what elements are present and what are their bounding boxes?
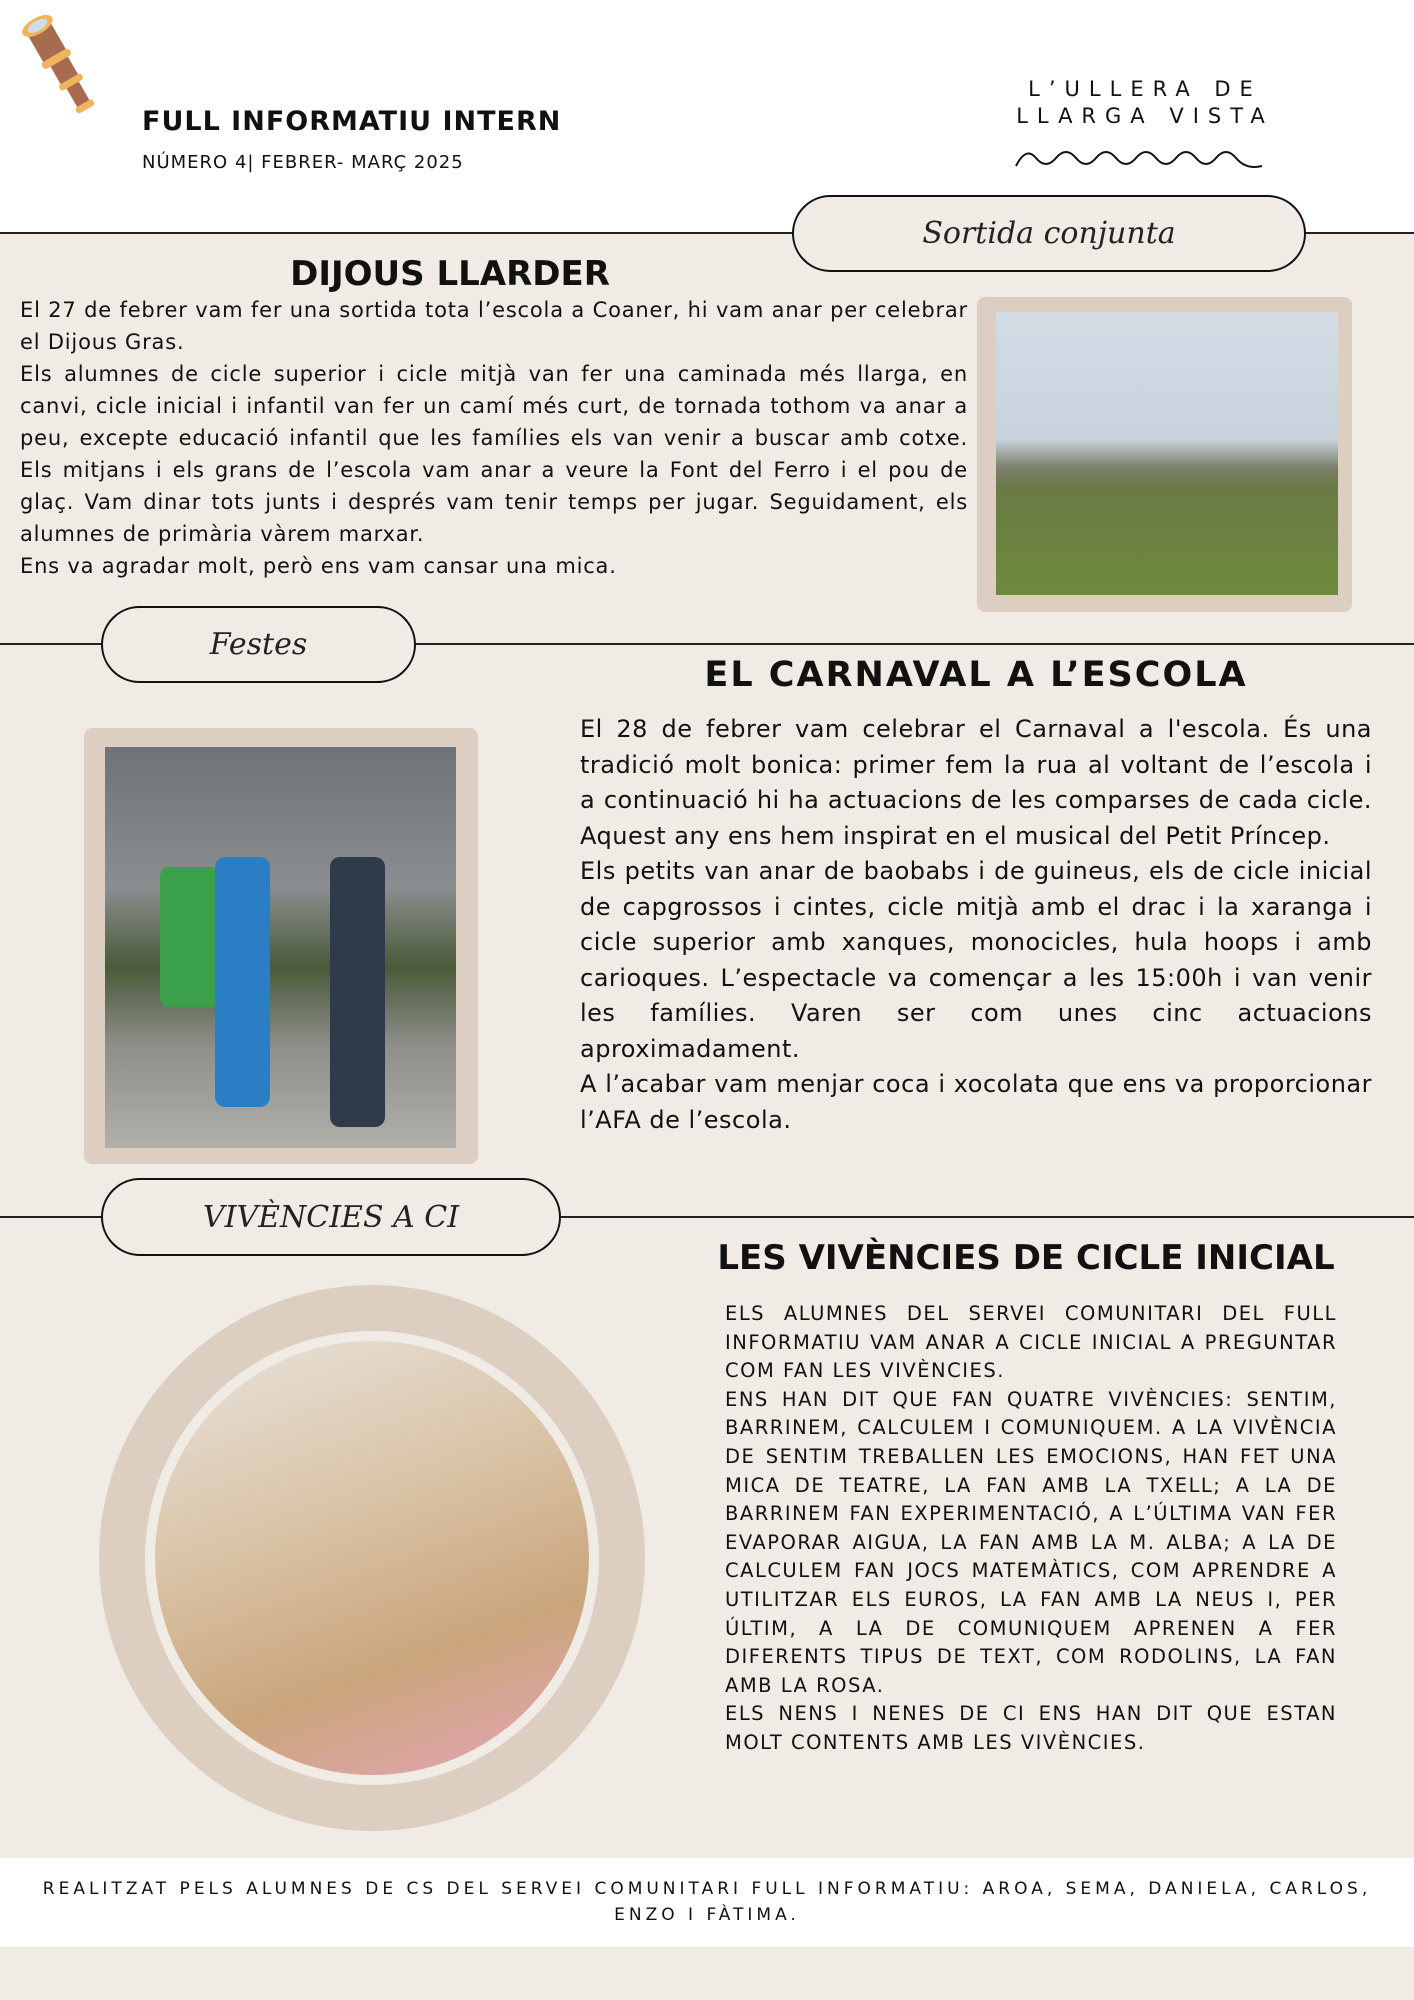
wave-decoration bbox=[1014, 146, 1264, 170]
footer-line-1: REALITZAT PELS ALUMNES DE CS DEL SERVEI COMUNITARI FULL INFORMATIU: AROA, SEMA, DANIELA, CARLOS, bbox=[42, 1879, 1372, 1899]
photo-coaner-field bbox=[996, 312, 1338, 595]
brand-line-1: L’ULLERA DE bbox=[1028, 77, 1262, 101]
brand-line-2: LLARGA VISTA bbox=[1016, 104, 1274, 128]
photo-classroom bbox=[155, 1341, 589, 1775]
footer-line-2: ENZO I FÀTIMA. bbox=[614, 1905, 800, 1925]
issue-number: NÚMERO 4| FEBRER- MARÇ 2025 bbox=[142, 152, 464, 173]
paragraph: ELS NENS I NENES DE CI ENS HAN DIT QUE ESTAN MOLT CONTENTS AMB LES VIVÈNCIES. bbox=[725, 1702, 1337, 1754]
paragraph: Ens va agradar molt, però ens vam cansar una mica. bbox=[20, 554, 617, 578]
brand-name bbox=[960, 76, 1330, 130]
paragraph: ELS ALUMNES DEL SERVEI COMUNITARI DEL FULL INFORMATIU VAM ANAR A CICLE INICIAL A PREGUNTAR COM FAN LES VIVÈNCIES. bbox=[725, 1302, 1337, 1383]
paragraph: Els petits van anar de baobabs i de guineus, els de cicle inicial de capgrossos i cintes, cicle mitjà amb el drac i la xaranga i cicle superior amb xanques, monocicles, hula hoops i amb carioques. L’espectacle va començar a les 15:00h i van venir les famílies. Varen ser com unes cinc actuacions aproximadament. bbox=[580, 857, 1372, 1063]
article-vivencies bbox=[725, 1300, 1337, 1758]
paragraph: A l’acabar vam menjar coca i xocolata que ens va proporcionar l’AFA de l’escola. bbox=[580, 1070, 1372, 1134]
footer-credits bbox=[0, 1876, 1414, 1928]
spyglass-icon bbox=[4, 6, 126, 126]
section-tag-vivencies: VIVÈNCIES A CI bbox=[101, 1178, 561, 1256]
photo-carnaval bbox=[105, 747, 456, 1148]
section-title-vivencies: LES VIVÈNCIES DE CICLE INICIAL bbox=[717, 1238, 1335, 1278]
paragraph: ENS HAN DIT QUE FAN QUATRE VIVÈNCIES: SENTIM, BARRINEM, CALCULEM I COMUNIQUEM. A LA VIVÈNCIA DE SENTIM TREBALLEN LES EMOCIONS, HAN FET UNA MICA DE TEATRE, LA FAN AMB LA TXELL; A LA DE BARRINEM FAN EXPERIMENTACIÓ, A L’ÚLTIMA VAN FER EVAPORAR AIGUA, LA FAN AMB LA M. ALBA; A LA DE CALCULEM FAN JOCS MATEMÀTICS, COM APRENDRE A UTILITZAR ELS EUROS, LA FAN AMB LA NEUS I, PER ÚLTIM, A LA DE COMUNIQUEM APRENEN A FER DIFERENTS TIPUS DE TEXT, COM RODOLINS, LA FAN AMB LA ROSA. bbox=[725, 1387, 1337, 1697]
section-title-carnaval: EL CARNAVAL A L’ESCOLA bbox=[704, 655, 1248, 695]
article-carnaval bbox=[580, 712, 1372, 1138]
paragraph: Els alumnes de cicle superior i cicle mitjà van fer una caminada més llarga, en canvi, cicle inicial i infantil van fer un camí més curt, de tornada tothom va anar a peu, excepte educació infantil que les famílies els van venir a buscar amb cotxe. Els mitjans i els grans de l’escola vam anar a veure la Font del Ferro i el pou de glaç. Vam dinar tots junts i després vam tenir temps per jugar. Seguidament, els alumnes de primària vàrem marxar. bbox=[20, 362, 968, 546]
section-title-dijous-llarder: DIJOUS LLARDER bbox=[290, 254, 610, 294]
article-dijous-llarder bbox=[20, 294, 968, 582]
newsletter-title: FULL INFORMATIU INTERN bbox=[142, 106, 562, 137]
paragraph: El 28 de febrer vam celebrar el Carnaval a l'escola. És una tradició molt bonica: primer fem la rua al voltant de l’escola i a continuació hi ha actuacions de les comparses de cada cicle. Aquest any ens hem inspirat en el musical del Petit Príncep. bbox=[580, 715, 1372, 850]
section-tag-sortida: Sortida conjunta bbox=[792, 195, 1306, 272]
paragraph: El 27 de febrer vam fer una sortida tota l’escola a Coaner, hi vam anar per celebrar el Dijous Gras. bbox=[20, 298, 968, 354]
section-tag-festes: Festes bbox=[101, 606, 416, 683]
